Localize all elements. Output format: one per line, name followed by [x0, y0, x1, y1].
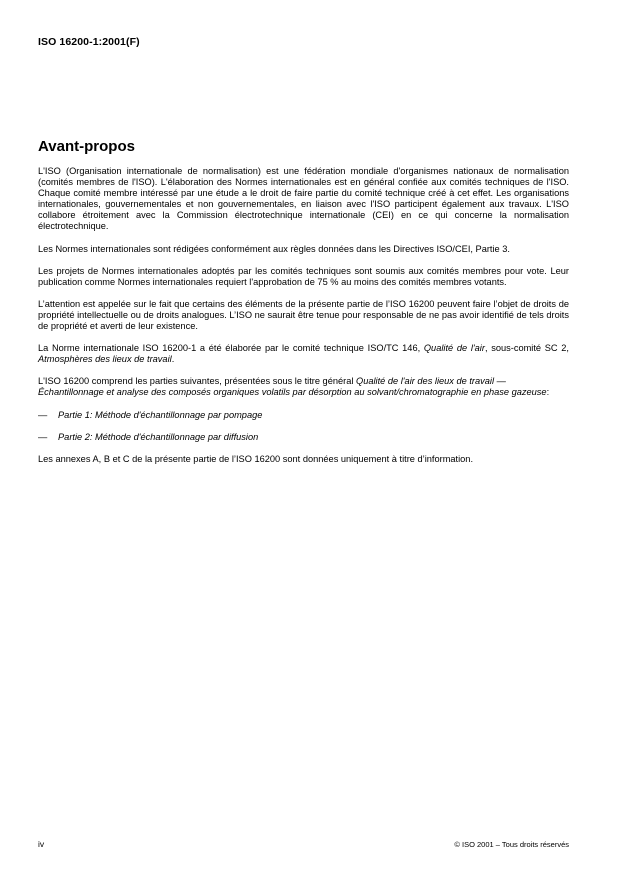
dash-bullet: — [38, 409, 48, 420]
paragraph-text: L'ISO 16200 comprend les parties suivantes, présentées sous le titre général [38, 376, 356, 387]
list-item [38, 410, 569, 421]
paragraph-parts [38, 376, 569, 398]
foreword-body [38, 166, 569, 476]
dash-bullet: — [38, 431, 48, 442]
general-title: Qualité de l'air des lieux de travail — Échantillonnage et analyse des composés organiques volatils par désorption au solvant/chromatographie en phase gazeuse [38, 376, 547, 398]
list-item-text: Partie 1: Méthode d'échantillonnage par pompage [58, 409, 263, 420]
list-item [38, 432, 569, 443]
paragraph-text: . [171, 354, 175, 365]
paragraph-text: La Norme internationale ISO 16200-1 a été élaborée par le comité technique ISO/TC 146, [38, 343, 424, 354]
paragraph-directives: Les Normes internationales sont rédigées conformément aux règles données dans les Directives ISO/CEI, Partie 3. [38, 243, 510, 254]
list-item-text: Partie 2: Méthode d'échantillonnage par diffusion [58, 431, 259, 442]
section-title: Avant-propos [38, 138, 135, 155]
paragraph-voting: Les projets de Normes internationales adoptés par les comités techniques sont soumis aux comités membres pour vote. Leur publication comme Normes internationales requiert l'approbation de 75 % au moins des comités membres votants. [38, 265, 569, 287]
page-number: iv [38, 839, 45, 849]
paragraph-text: : [546, 387, 550, 398]
paragraph-text: , sous-comité SC 2, [484, 343, 569, 354]
paragraph-patent-rights: L’attention est appelée sur le fait que certains des éléments de la présente partie de l’ISO 16200 peuvent faire l’objet de droits de propriété intellectuelle ou de droits analogues. L’ISO ne saurait être tenue pour responsable de ne pas avoir identifié de tels droits de propriété et averti de leur existence. [38, 298, 569, 332]
subcommittee-title: Atmosphères des lieux de travail [38, 354, 172, 365]
document-code: ISO 16200-1:2001(F) [38, 36, 140, 48]
copyright-notice: © ISO 2001 – Tous droits réservés [454, 840, 569, 849]
paragraph-iso-intro: L'ISO (Organisation internationale de normalisation) est une fédération mondiale d'organismes nationaux de normalisation (comités membres de l'ISO). L'élaboration des Normes internationales est en général confiée aux comités techniques de l'ISO. Chaque comité membre intéressé par une étude a le droit de faire partie du comité technique créé à cet effet. Les organisations internationales, gouvernementales et non gouvernementales, en liaison avec l'ISO participent également aux travaux. L'ISO collabore étroitement avec la Commission électrotechnique internationale (CEI) en ce qui concerne la normalisation électrotechnique. [38, 166, 569, 232]
paragraph-technical-committee [38, 343, 569, 365]
paragraph-annexes: Les annexes A, B et C de la présente partie de l’ISO 16200 sont données uniquement à titre d’information. [38, 453, 474, 464]
committee-title: Qualité de l'air [423, 343, 485, 354]
